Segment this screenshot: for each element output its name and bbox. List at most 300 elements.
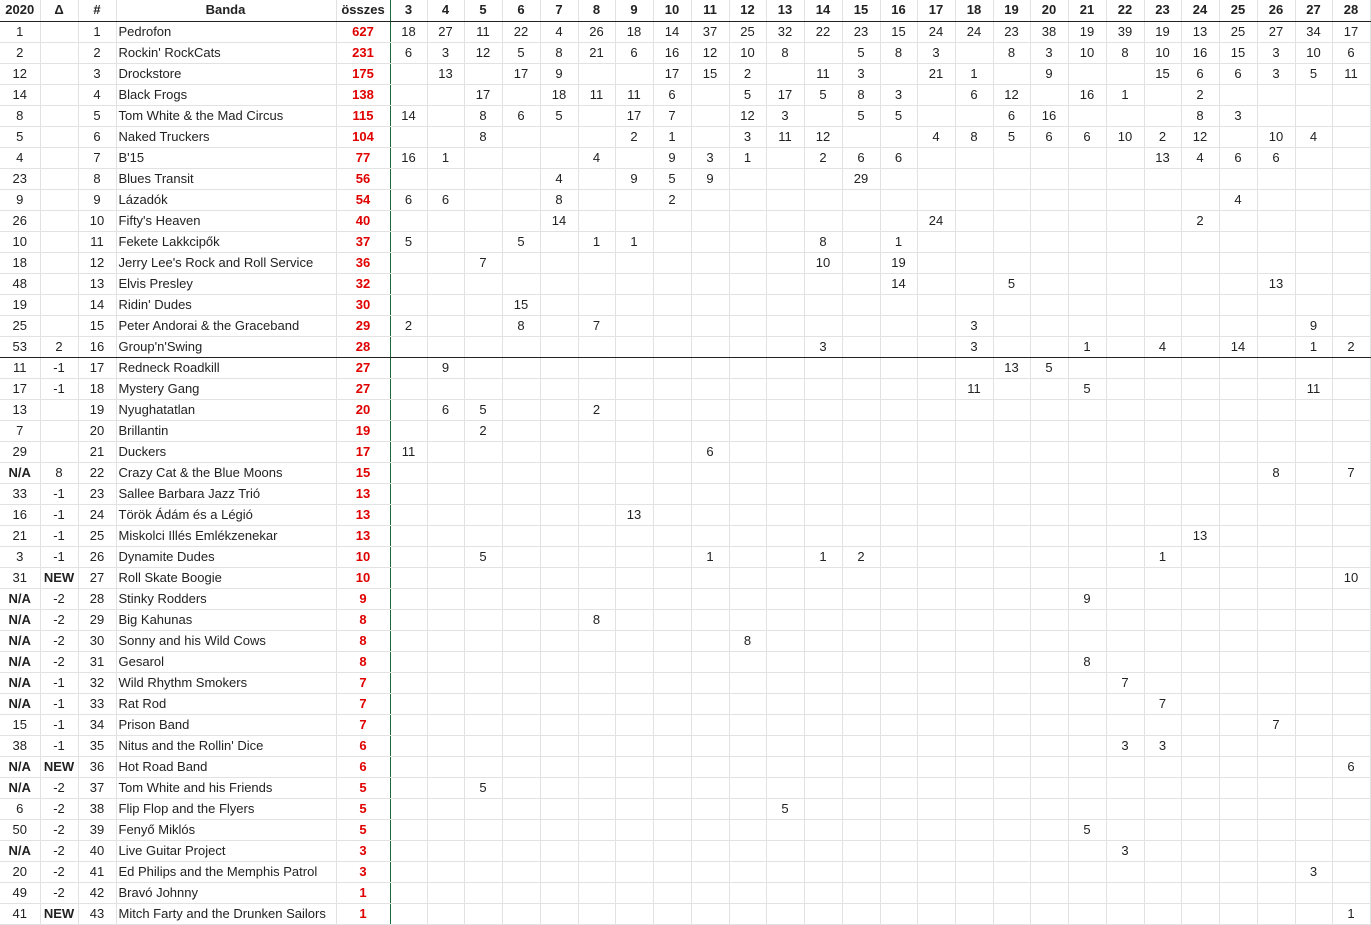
cell-week-19[interactable] <box>993 231 1030 252</box>
cell-prev-rank[interactable]: 50 <box>0 819 40 840</box>
cell-week-11[interactable] <box>691 903 729 924</box>
cell-week-26[interactable] <box>1257 525 1295 546</box>
cell-week-21[interactable]: 5 <box>1068 378 1106 399</box>
cell-week-22[interactable]: 7 <box>1106 672 1144 693</box>
cell-delta[interactable] <box>40 273 78 294</box>
cell-rank[interactable]: 10 <box>78 210 116 231</box>
cell-total[interactable]: 627 <box>336 21 390 42</box>
cell-week-8[interactable]: 4 <box>578 147 615 168</box>
cell-week-12[interactable] <box>729 420 766 441</box>
cell-week-19[interactable] <box>993 399 1030 420</box>
cell-total[interactable]: 5 <box>336 777 390 798</box>
cell-week-25[interactable] <box>1219 651 1257 672</box>
cell-week-26[interactable] <box>1257 84 1295 105</box>
cell-total[interactable]: 115 <box>336 105 390 126</box>
cell-band-name[interactable]: Brillantin <box>116 420 336 441</box>
cell-week-17[interactable]: 4 <box>917 126 955 147</box>
cell-week-18[interactable] <box>955 672 993 693</box>
cell-band-name[interactable]: Tom White and his Friends <box>116 777 336 798</box>
cell-week-6[interactable] <box>502 252 540 273</box>
cell-week-14[interactable] <box>804 483 842 504</box>
cell-week-6[interactable] <box>502 693 540 714</box>
cell-week-28[interactable] <box>1332 84 1370 105</box>
cell-week-28[interactable] <box>1332 840 1370 861</box>
cell-week-5[interactable] <box>464 189 502 210</box>
cell-week-25[interactable] <box>1219 462 1257 483</box>
cell-week-8[interactable] <box>578 588 615 609</box>
cell-rank[interactable]: 16 <box>78 336 116 357</box>
cell-week-18[interactable] <box>955 609 993 630</box>
cell-week-21[interactable] <box>1068 693 1106 714</box>
cell-week-26[interactable] <box>1257 294 1295 315</box>
cell-week-14[interactable] <box>804 105 842 126</box>
cell-week-3[interactable] <box>390 609 427 630</box>
cell-week-7[interactable] <box>540 567 578 588</box>
cell-week-26[interactable]: 8 <box>1257 462 1295 483</box>
cell-week-20[interactable] <box>1030 525 1068 546</box>
cell-week-12[interactable] <box>729 210 766 231</box>
cell-week-19[interactable] <box>993 336 1030 357</box>
cell-week-14[interactable]: 8 <box>804 231 842 252</box>
cell-week-19[interactable] <box>993 420 1030 441</box>
cell-week-5[interactable]: 2 <box>464 420 502 441</box>
cell-week-20[interactable] <box>1030 546 1068 567</box>
cell-prev-rank[interactable]: 19 <box>0 294 40 315</box>
cell-week-18[interactable] <box>955 357 993 378</box>
cell-week-14[interactable] <box>804 630 842 651</box>
cell-week-9[interactable] <box>615 336 653 357</box>
cell-week-17[interactable] <box>917 294 955 315</box>
cell-week-5[interactable]: 5 <box>464 546 502 567</box>
cell-week-11[interactable] <box>691 294 729 315</box>
cell-week-23[interactable]: 4 <box>1144 336 1181 357</box>
cell-week-6[interactable]: 15 <box>502 294 540 315</box>
cell-week-10[interactable] <box>653 231 691 252</box>
cell-week-12[interactable] <box>729 273 766 294</box>
cell-week-15[interactable] <box>842 210 880 231</box>
cell-prev-rank[interactable]: 26 <box>0 210 40 231</box>
cell-rank[interactable]: 41 <box>78 861 116 882</box>
cell-week-24[interactable] <box>1181 714 1219 735</box>
cell-week-26[interactable] <box>1257 819 1295 840</box>
cell-total[interactable]: 7 <box>336 693 390 714</box>
cell-week-5[interactable] <box>464 147 502 168</box>
cell-week-19[interactable] <box>993 840 1030 861</box>
cell-week-5[interactable] <box>464 210 502 231</box>
cell-prev-rank[interactable]: N/A <box>0 693 40 714</box>
cell-week-14[interactable] <box>804 714 842 735</box>
cell-week-11[interactable]: 3 <box>691 147 729 168</box>
cell-delta[interactable] <box>40 231 78 252</box>
cell-prev-rank[interactable]: 21 <box>0 525 40 546</box>
cell-week-26[interactable]: 10 <box>1257 126 1295 147</box>
cell-week-4[interactable] <box>427 504 464 525</box>
cell-week-12[interactable]: 8 <box>729 630 766 651</box>
cell-week-10[interactable]: 6 <box>653 84 691 105</box>
cell-week-17[interactable] <box>917 609 955 630</box>
cell-week-10[interactable] <box>653 462 691 483</box>
cell-week-6[interactable] <box>502 588 540 609</box>
cell-week-4[interactable] <box>427 84 464 105</box>
cell-week-10[interactable] <box>653 882 691 903</box>
cell-week-10[interactable] <box>653 483 691 504</box>
cell-prev-rank[interactable]: 48 <box>0 273 40 294</box>
cell-week-17[interactable] <box>917 189 955 210</box>
cell-week-5[interactable] <box>464 693 502 714</box>
cell-week-23[interactable] <box>1144 273 1181 294</box>
cell-week-4[interactable] <box>427 672 464 693</box>
cell-week-22[interactable] <box>1106 63 1144 84</box>
cell-week-6[interactable]: 17 <box>502 63 540 84</box>
cell-week-23[interactable] <box>1144 315 1181 336</box>
cell-week-12[interactable]: 10 <box>729 42 766 63</box>
cell-week-19[interactable] <box>993 210 1030 231</box>
cell-week-27[interactable] <box>1295 273 1332 294</box>
cell-week-10[interactable] <box>653 504 691 525</box>
cell-week-3[interactable]: 16 <box>390 147 427 168</box>
cell-week-27[interactable]: 4 <box>1295 126 1332 147</box>
cell-week-23[interactable] <box>1144 819 1181 840</box>
cell-delta[interactable]: -2 <box>40 651 78 672</box>
cell-week-23[interactable] <box>1144 483 1181 504</box>
cell-week-11[interactable] <box>691 756 729 777</box>
cell-week-19[interactable] <box>993 588 1030 609</box>
cell-week-17[interactable] <box>917 798 955 819</box>
cell-week-11[interactable] <box>691 525 729 546</box>
cell-week-20[interactable] <box>1030 273 1068 294</box>
cell-week-28[interactable] <box>1332 441 1370 462</box>
cell-week-26[interactable] <box>1257 840 1295 861</box>
cell-delta[interactable] <box>40 21 78 42</box>
cell-rank[interactable]: 17 <box>78 357 116 378</box>
cell-week-21[interactable] <box>1068 735 1106 756</box>
cell-total[interactable]: 5 <box>336 819 390 840</box>
cell-week-9[interactable] <box>615 840 653 861</box>
cell-week-14[interactable] <box>804 525 842 546</box>
cell-week-3[interactable] <box>390 777 427 798</box>
cell-week-3[interactable] <box>390 294 427 315</box>
cell-band-name[interactable]: Nyughatatlan <box>116 399 336 420</box>
cell-rank[interactable]: 3 <box>78 63 116 84</box>
cell-week-14[interactable] <box>804 315 842 336</box>
cell-week-22[interactable] <box>1106 336 1144 357</box>
cell-week-11[interactable] <box>691 819 729 840</box>
cell-week-22[interactable] <box>1106 525 1144 546</box>
cell-week-18[interactable]: 6 <box>955 84 993 105</box>
cell-week-5[interactable] <box>464 798 502 819</box>
cell-rank[interactable]: 18 <box>78 378 116 399</box>
cell-week-27[interactable] <box>1295 693 1332 714</box>
cell-delta[interactable]: -1 <box>40 504 78 525</box>
cell-week-20[interactable] <box>1030 147 1068 168</box>
cell-week-22[interactable] <box>1106 903 1144 924</box>
cell-week-27[interactable] <box>1295 483 1332 504</box>
cell-week-7[interactable]: 4 <box>540 21 578 42</box>
cell-week-3[interactable] <box>390 252 427 273</box>
cell-week-8[interactable] <box>578 567 615 588</box>
cell-week-28[interactable]: 6 <box>1332 42 1370 63</box>
cell-delta[interactable] <box>40 147 78 168</box>
cell-week-9[interactable] <box>615 861 653 882</box>
cell-week-18[interactable] <box>955 294 993 315</box>
cell-week-16[interactable]: 15 <box>880 21 917 42</box>
cell-week-4[interactable] <box>427 336 464 357</box>
cell-week-4[interactable] <box>427 483 464 504</box>
cell-week-20[interactable] <box>1030 462 1068 483</box>
cell-week-27[interactable] <box>1295 798 1332 819</box>
cell-week-9[interactable] <box>615 399 653 420</box>
cell-week-7[interactable]: 8 <box>540 42 578 63</box>
cell-rank[interactable]: 21 <box>78 441 116 462</box>
cell-week-7[interactable] <box>540 714 578 735</box>
cell-week-25[interactable] <box>1219 756 1257 777</box>
cell-week-26[interactable] <box>1257 399 1295 420</box>
cell-week-23[interactable] <box>1144 504 1181 525</box>
cell-week-11[interactable] <box>691 693 729 714</box>
cell-week-19[interactable] <box>993 462 1030 483</box>
cell-week-26[interactable]: 6 <box>1257 147 1295 168</box>
cell-week-21[interactable] <box>1068 231 1106 252</box>
cell-week-13[interactable] <box>766 777 804 798</box>
cell-week-26[interactable] <box>1257 777 1295 798</box>
cell-week-25[interactable] <box>1219 567 1257 588</box>
cell-week-18[interactable] <box>955 105 993 126</box>
cell-week-10[interactable] <box>653 798 691 819</box>
cell-total[interactable]: 3 <box>336 861 390 882</box>
cell-week-18[interactable] <box>955 168 993 189</box>
cell-week-16[interactable] <box>880 378 917 399</box>
cell-week-16[interactable] <box>880 672 917 693</box>
cell-week-5[interactable]: 5 <box>464 777 502 798</box>
cell-week-17[interactable] <box>917 693 955 714</box>
cell-week-12[interactable] <box>729 441 766 462</box>
cell-week-5[interactable]: 7 <box>464 252 502 273</box>
header-week-21[interactable]: 21 <box>1068 0 1106 21</box>
cell-week-16[interactable] <box>880 630 917 651</box>
cell-week-7[interactable] <box>540 735 578 756</box>
cell-week-7[interactable]: 9 <box>540 63 578 84</box>
cell-week-15[interactable] <box>842 357 880 378</box>
cell-week-4[interactable] <box>427 378 464 399</box>
cell-week-20[interactable] <box>1030 588 1068 609</box>
cell-week-15[interactable] <box>842 735 880 756</box>
cell-week-10[interactable] <box>653 441 691 462</box>
cell-rank[interactable]: 20 <box>78 420 116 441</box>
cell-week-25[interactable] <box>1219 357 1257 378</box>
cell-week-17[interactable] <box>917 336 955 357</box>
cell-week-21[interactable] <box>1068 147 1106 168</box>
cell-week-20[interactable] <box>1030 231 1068 252</box>
cell-week-9[interactable] <box>615 903 653 924</box>
cell-week-26[interactable] <box>1257 798 1295 819</box>
cell-week-15[interactable] <box>842 840 880 861</box>
cell-week-20[interactable] <box>1030 693 1068 714</box>
cell-week-13[interactable] <box>766 672 804 693</box>
cell-week-6[interactable]: 6 <box>502 105 540 126</box>
cell-week-24[interactable] <box>1181 672 1219 693</box>
cell-week-17[interactable] <box>917 231 955 252</box>
cell-rank[interactable]: 35 <box>78 735 116 756</box>
cell-week-4[interactable] <box>427 609 464 630</box>
cell-week-3[interactable]: 11 <box>390 441 427 462</box>
cell-week-10[interactable]: 17 <box>653 63 691 84</box>
cell-week-18[interactable] <box>955 147 993 168</box>
cell-week-8[interactable] <box>578 819 615 840</box>
cell-week-8[interactable] <box>578 168 615 189</box>
cell-band-name[interactable]: Elvis Presley <box>116 273 336 294</box>
cell-week-22[interactable] <box>1106 819 1144 840</box>
cell-week-5[interactable]: 11 <box>464 21 502 42</box>
cell-week-25[interactable] <box>1219 735 1257 756</box>
cell-week-4[interactable] <box>427 756 464 777</box>
cell-week-11[interactable]: 9 <box>691 168 729 189</box>
cell-band-name[interactable]: Sallee Barbara Jazz Trió <box>116 483 336 504</box>
cell-week-19[interactable] <box>993 693 1030 714</box>
cell-week-21[interactable] <box>1068 441 1106 462</box>
cell-week-26[interactable]: 27 <box>1257 21 1295 42</box>
cell-week-8[interactable] <box>578 525 615 546</box>
cell-week-16[interactable]: 19 <box>880 252 917 273</box>
cell-delta[interactable]: -1 <box>40 525 78 546</box>
cell-week-6[interactable] <box>502 441 540 462</box>
cell-week-28[interactable]: 2 <box>1332 336 1370 357</box>
cell-week-21[interactable] <box>1068 714 1106 735</box>
cell-week-12[interactable] <box>729 798 766 819</box>
cell-week-17[interactable] <box>917 399 955 420</box>
cell-week-12[interactable] <box>729 903 766 924</box>
cell-week-3[interactable]: 5 <box>390 231 427 252</box>
cell-week-12[interactable] <box>729 651 766 672</box>
cell-week-7[interactable] <box>540 273 578 294</box>
header-week-20[interactable]: 20 <box>1030 0 1068 21</box>
cell-week-9[interactable] <box>615 882 653 903</box>
cell-week-19[interactable] <box>993 525 1030 546</box>
cell-prev-rank[interactable]: 13 <box>0 399 40 420</box>
cell-delta[interactable]: -2 <box>40 840 78 861</box>
cell-total[interactable]: 20 <box>336 399 390 420</box>
cell-band-name[interactable]: Hot Road Band <box>116 756 336 777</box>
cell-week-26[interactable] <box>1257 630 1295 651</box>
cell-week-6[interactable]: 22 <box>502 21 540 42</box>
cell-week-28[interactable] <box>1332 609 1370 630</box>
cell-week-16[interactable] <box>880 693 917 714</box>
cell-week-12[interactable] <box>729 882 766 903</box>
cell-week-6[interactable] <box>502 189 540 210</box>
cell-week-22[interactable]: 39 <box>1106 21 1144 42</box>
cell-week-6[interactable] <box>502 210 540 231</box>
cell-week-16[interactable]: 5 <box>880 105 917 126</box>
cell-delta[interactable]: NEW <box>40 903 78 924</box>
header-week-27[interactable]: 27 <box>1295 0 1332 21</box>
cell-week-21[interactable] <box>1068 861 1106 882</box>
cell-week-21[interactable] <box>1068 210 1106 231</box>
header-prev-year[interactable]: 2020 <box>0 0 40 21</box>
cell-week-14[interactable] <box>804 798 842 819</box>
cell-week-15[interactable] <box>842 693 880 714</box>
cell-week-10[interactable] <box>653 294 691 315</box>
cell-week-22[interactable] <box>1106 399 1144 420</box>
cell-week-26[interactable] <box>1257 315 1295 336</box>
cell-week-25[interactable] <box>1219 441 1257 462</box>
cell-week-11[interactable] <box>691 714 729 735</box>
cell-rank[interactable]: 37 <box>78 777 116 798</box>
cell-week-6[interactable] <box>502 777 540 798</box>
cell-week-27[interactable] <box>1295 252 1332 273</box>
cell-week-24[interactable] <box>1181 294 1219 315</box>
cell-week-15[interactable] <box>842 399 880 420</box>
cell-prev-rank[interactable]: 41 <box>0 903 40 924</box>
cell-week-6[interactable] <box>502 525 540 546</box>
cell-week-3[interactable] <box>390 546 427 567</box>
cell-week-10[interactable] <box>653 420 691 441</box>
cell-total[interactable]: 27 <box>336 357 390 378</box>
cell-delta[interactable]: -1 <box>40 714 78 735</box>
cell-week-16[interactable] <box>880 168 917 189</box>
cell-prev-rank[interactable]: 31 <box>0 567 40 588</box>
cell-week-25[interactable] <box>1219 126 1257 147</box>
cell-week-22[interactable] <box>1106 504 1144 525</box>
cell-week-15[interactable] <box>842 525 880 546</box>
cell-week-23[interactable] <box>1144 672 1181 693</box>
cell-week-6[interactable] <box>502 168 540 189</box>
cell-week-26[interactable] <box>1257 672 1295 693</box>
cell-week-26[interactable]: 3 <box>1257 42 1295 63</box>
cell-week-21[interactable] <box>1068 294 1106 315</box>
cell-week-6[interactable] <box>502 546 540 567</box>
cell-week-15[interactable] <box>842 777 880 798</box>
cell-week-24[interactable] <box>1181 378 1219 399</box>
cell-week-27[interactable] <box>1295 462 1332 483</box>
cell-band-name[interactable]: Jerry Lee's Rock and Roll Service <box>116 252 336 273</box>
cell-week-21[interactable] <box>1068 63 1106 84</box>
cell-week-8[interactable] <box>578 63 615 84</box>
cell-week-14[interactable] <box>804 819 842 840</box>
cell-prev-rank[interactable]: 38 <box>0 735 40 756</box>
cell-week-22[interactable] <box>1106 777 1144 798</box>
cell-week-19[interactable] <box>993 903 1030 924</box>
cell-prev-rank[interactable]: N/A <box>0 588 40 609</box>
cell-week-13[interactable] <box>766 399 804 420</box>
cell-rank[interactable]: 33 <box>78 693 116 714</box>
cell-week-5[interactable] <box>464 378 502 399</box>
cell-week-16[interactable] <box>880 126 917 147</box>
cell-week-17[interactable] <box>917 504 955 525</box>
cell-week-9[interactable] <box>615 462 653 483</box>
cell-week-13[interactable]: 5 <box>766 798 804 819</box>
cell-week-8[interactable] <box>578 189 615 210</box>
cell-week-10[interactable] <box>653 714 691 735</box>
cell-week-5[interactable] <box>464 819 502 840</box>
cell-week-7[interactable]: 4 <box>540 168 578 189</box>
cell-week-25[interactable]: 14 <box>1219 336 1257 357</box>
cell-week-9[interactable] <box>615 147 653 168</box>
cell-week-9[interactable] <box>615 315 653 336</box>
cell-delta[interactable]: NEW <box>40 567 78 588</box>
cell-week-25[interactable]: 15 <box>1219 42 1257 63</box>
cell-week-20[interactable] <box>1030 882 1068 903</box>
cell-week-13[interactable] <box>766 378 804 399</box>
cell-week-28[interactable]: 7 <box>1332 462 1370 483</box>
cell-week-9[interactable]: 2 <box>615 126 653 147</box>
cell-prev-rank[interactable]: 3 <box>0 546 40 567</box>
cell-delta[interactable]: -2 <box>40 609 78 630</box>
cell-week-7[interactable] <box>540 336 578 357</box>
cell-total[interactable]: 13 <box>336 525 390 546</box>
cell-week-15[interactable] <box>842 420 880 441</box>
cell-week-17[interactable] <box>917 567 955 588</box>
cell-week-18[interactable]: 8 <box>955 126 993 147</box>
cell-week-28[interactable] <box>1332 273 1370 294</box>
